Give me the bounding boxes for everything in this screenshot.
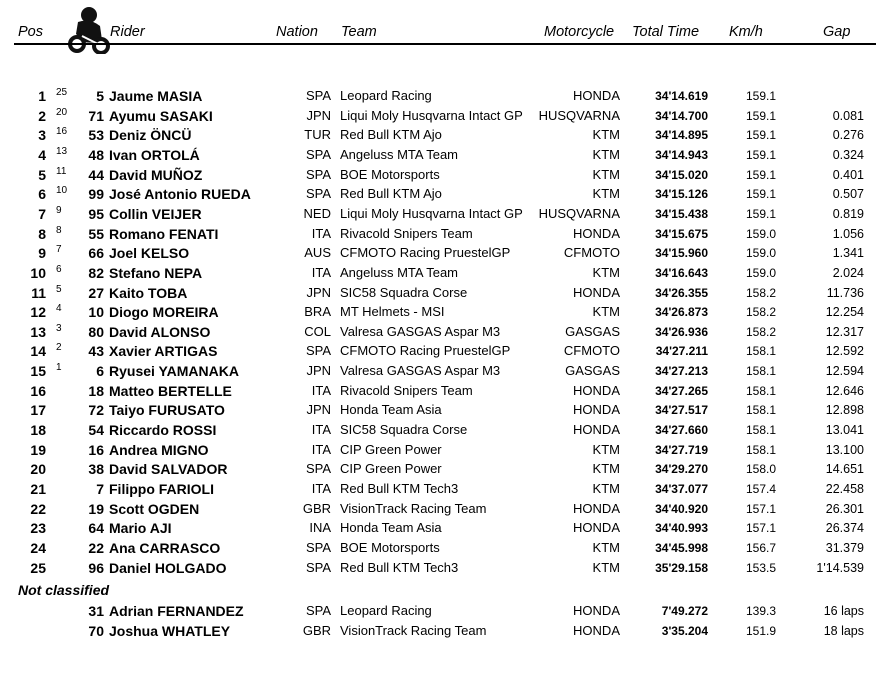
total-time-cell: 34'27.660 [655, 423, 708, 438]
rider-name-cell: Romano FENATI [109, 225, 219, 242]
speed-kmh-cell: 159.1 [746, 108, 777, 123]
total-time-cell: 34'15.960 [655, 246, 708, 261]
gap-cell: 26.301 [825, 501, 864, 516]
team-cell: Rivacold Snipers Team [340, 382, 473, 398]
points-cell: 8 [56, 224, 62, 236]
rider-name-cell: Jaume MASIA [109, 88, 203, 104]
motorcycle-cell: HONDA [573, 284, 620, 300]
position-cell: 1 [38, 88, 46, 104]
gap-cell: 16 laps [823, 604, 864, 618]
header-rider: Rider [110, 24, 145, 40]
gap-cell: 0.401 [832, 167, 864, 182]
points-cell: 4 [56, 303, 62, 315]
motorcycle-cell: HUSQVARNA [538, 107, 620, 123]
team-cell: Red Bull KTM Ajo [340, 186, 442, 202]
nation-cell: JPN [306, 363, 331, 379]
points-cell: 9 [56, 204, 62, 216]
result-row [0, 341, 884, 361]
gap-cell: 0.507 [832, 187, 864, 202]
rider-name-cell: Ayumu SASAKI [109, 107, 213, 124]
motorcycle-cell: HONDA [573, 88, 620, 103]
total-time-cell: 34'27.719 [655, 442, 708, 457]
result-row [0, 558, 884, 578]
result-row [0, 145, 884, 165]
result-row [0, 459, 884, 479]
gap-cell: 18 laps [823, 624, 864, 638]
rider-number-cell: 53 [88, 127, 104, 144]
nation-cell: SPA [305, 539, 331, 555]
result-row [0, 400, 884, 420]
rider-name-cell: Stefano NEPA [109, 264, 203, 281]
position-cell: 23 [30, 520, 46, 537]
speed-kmh-cell: 158.2 [746, 324, 777, 339]
gap-cell: 14.651 [825, 462, 864, 477]
team-cell: Rivacold Snipers Team [340, 225, 473, 241]
rider-number-cell: 27 [88, 284, 104, 301]
team-cell: Red Bull KTM Ajo [340, 127, 442, 143]
total-time-cell: 35'29.158 [655, 560, 708, 575]
speed-kmh-cell: 159.1 [746, 89, 777, 103]
total-time-cell: 34'45.998 [655, 540, 708, 555]
position-cell: 6 [38, 186, 46, 203]
speed-kmh-cell: 157.4 [746, 482, 777, 496]
motorcycle-cell: HONDA [573, 520, 620, 536]
points-cell: 20 [56, 106, 68, 118]
rider-number-cell: 44 [88, 166, 104, 183]
gap-cell: 12.317 [825, 324, 864, 339]
nation-cell: SPA [305, 166, 331, 182]
header-nation: Nation [276, 24, 318, 40]
rider-name-cell: David ALONSO [109, 323, 211, 340]
total-time-cell: 34'15.126 [655, 187, 708, 202]
nation-cell: SPA [305, 461, 331, 477]
nation-cell: AUS [304, 245, 331, 261]
nation-cell: ITA [311, 422, 331, 438]
points-cell: 1 [56, 362, 62, 374]
result-row [0, 518, 884, 538]
nation-cell: GBR [302, 623, 331, 638]
motorcycle-cell: HONDA [573, 402, 620, 418]
nation-cell: ITA [311, 481, 331, 496]
total-time-cell: 34'14.700 [655, 108, 708, 123]
motorcycle-cell: CFMOTO [563, 245, 620, 261]
rider-number-cell: 80 [88, 323, 104, 340]
rider-number-cell: 22 [88, 539, 104, 556]
rider-number-cell: 66 [88, 245, 104, 262]
total-time-cell: 34'27.265 [655, 383, 708, 398]
points-cell: 5 [56, 283, 62, 295]
motorcycle-rider-icon [68, 6, 112, 54]
position-cell: 12 [30, 304, 46, 321]
position-cell: 11 [31, 284, 46, 301]
position-cell: 19 [30, 441, 46, 458]
gap-cell: 1.341 [832, 246, 864, 261]
gap-cell: 12.898 [825, 403, 864, 418]
team-cell: VisionTrack Racing Team [340, 623, 487, 638]
gap-cell: 11.736 [826, 285, 864, 300]
rider-number-cell: 96 [88, 559, 104, 576]
rider-number-cell: 48 [88, 146, 104, 163]
gap-cell: 2.024 [832, 265, 864, 280]
header-team: Team [341, 24, 377, 40]
rider-name-cell: Ivan ORTOLÁ [109, 146, 200, 163]
motorcycle-cell: HONDA [573, 500, 620, 516]
rider-number-cell: 82 [88, 264, 104, 281]
team-cell: Red Bull KTM Tech3 [340, 481, 459, 496]
nation-cell: SPA [305, 186, 331, 202]
result-row [0, 479, 884, 499]
nation-cell: SPA [305, 603, 331, 618]
position-cell: 24 [30, 539, 46, 556]
nation-cell: ITA [311, 264, 331, 280]
nation-cell: SPA [305, 146, 331, 162]
result-row [0, 243, 884, 263]
rider-number-cell: 19 [88, 500, 104, 517]
motorcycle-cell: KTM [592, 166, 620, 182]
nation-cell: ITA [311, 441, 331, 457]
rider-number-cell: 99 [88, 186, 104, 203]
motorcycle-cell: KTM [592, 441, 620, 457]
total-time-cell: 34'37.077 [655, 482, 708, 496]
motorcycle-cell: HONDA [573, 225, 620, 241]
speed-kmh-cell: 158.2 [746, 305, 777, 320]
total-time-cell: 3'35.204 [661, 624, 708, 638]
result-row [0, 420, 884, 440]
rider-name-cell: Ana CARRASCO [109, 539, 221, 556]
motorcycle-cell: KTM [592, 304, 620, 320]
points-cell: 11 [56, 165, 67, 177]
result-row [0, 499, 884, 519]
motorcycle-cell: KTM [592, 559, 620, 575]
nation-cell: BRA [304, 304, 331, 320]
team-cell: SIC58 Squadra Corse [340, 284, 468, 300]
header-divider [14, 43, 876, 45]
team-cell: CFMOTO Racing PruestelGP [340, 343, 511, 359]
motorcycle-cell: HONDA [573, 623, 620, 638]
total-time-cell: 34'26.936 [655, 324, 708, 339]
rider-name-cell: Scott OGDEN [109, 500, 200, 517]
points-cell: 16 [56, 126, 68, 138]
gap-cell: 0.081 [832, 108, 864, 123]
total-time-cell: 34'15.438 [655, 206, 708, 221]
motorcycle-cell: KTM [592, 481, 620, 496]
team-cell: Honda Team Asia [340, 520, 442, 536]
speed-kmh-cell: 159.1 [746, 206, 777, 221]
motorcycle-cell: KTM [592, 539, 620, 555]
motorcycle-cell: KTM [592, 461, 620, 477]
position-cell: 14 [30, 343, 46, 360]
rider-name-cell: Deniz ÖNCÜ [109, 127, 192, 144]
total-time-cell: 34'14.943 [655, 147, 708, 162]
total-time-cell: 34'14.895 [655, 128, 708, 143]
gap-cell: 12.646 [825, 383, 864, 398]
result-row [0, 224, 884, 244]
speed-kmh-cell: 158.1 [746, 383, 777, 398]
points-cell: 2 [56, 342, 62, 354]
rider-name-cell: Filippo FARIOLI [109, 481, 214, 497]
team-cell: Valresa GASGAS Aspar M3 [340, 363, 501, 379]
total-time-cell: 34'40.920 [655, 501, 708, 516]
result-row [0, 106, 884, 126]
header-motorcycle: Motorcycle [544, 24, 615, 40]
result-row [0, 440, 884, 460]
nation-cell: SPA [305, 88, 331, 103]
position-cell: 9 [38, 245, 46, 262]
speed-kmh-cell: 159.1 [746, 167, 777, 182]
gap-cell: 12.594 [825, 364, 864, 379]
rider-number-cell: 7 [96, 481, 104, 497]
gap-cell: 12.592 [825, 344, 864, 359]
speed-kmh-cell: 158.2 [746, 285, 777, 300]
points-cell: 25 [56, 87, 68, 98]
header-pos: Pos [18, 24, 43, 40]
total-time-cell: 34'14.619 [655, 89, 708, 103]
total-time-cell: 34'29.270 [655, 462, 708, 477]
position-cell: 21 [30, 481, 46, 497]
points-cell: 7 [56, 244, 62, 256]
result-row [0, 86, 884, 106]
rider-name-cell: Daniel HOLGADO [109, 559, 227, 576]
rider-number-cell: 5 [96, 88, 104, 104]
speed-kmh-cell: 159.1 [746, 128, 777, 143]
gap-cell: 0.324 [832, 147, 864, 162]
rider-name-cell: Adrian FERNANDEZ [109, 603, 244, 619]
position-cell: 20 [30, 461, 46, 478]
motorcycle-cell: KTM [592, 264, 620, 280]
team-cell: BOE Motorsports [340, 539, 440, 555]
speed-kmh-cell: 151.9 [746, 624, 777, 638]
position-cell: 13 [30, 323, 46, 340]
rider-name-cell: Andrea MIGNO [109, 441, 209, 458]
result-row [0, 538, 884, 558]
points-cell: 10 [56, 185, 68, 197]
result-row [0, 263, 884, 283]
team-cell: Angeluss MTA Team [340, 264, 459, 280]
header-gap: Gap [823, 24, 851, 40]
speed-kmh-cell: 158.1 [746, 442, 777, 457]
speed-kmh-cell: 153.5 [746, 560, 777, 575]
motorcycle-cell: HONDA [573, 382, 620, 398]
total-time-cell: 34'27.213 [655, 364, 708, 379]
rider-number-cell: 18 [88, 382, 104, 399]
speed-kmh-cell: 158.1 [746, 403, 777, 418]
total-time-cell: 34'16.643 [655, 265, 708, 280]
points-cell: 13 [56, 145, 68, 157]
team-cell: Angeluss MTA Team [340, 146, 459, 162]
team-cell: Leopard Racing [340, 603, 432, 618]
speed-kmh-cell: 159.0 [746, 246, 777, 261]
result-row [0, 381, 884, 401]
result-row [0, 322, 884, 342]
motorcycle-cell: HUSQVARNA [538, 205, 620, 221]
rider-number-cell: 54 [88, 422, 104, 439]
motorcycle-cell: HONDA [573, 603, 620, 618]
rider-name-cell: Xavier ARTIGAS [109, 343, 218, 360]
speed-kmh-cell: 159.0 [746, 226, 777, 241]
gap-cell: 22.458 [825, 482, 864, 496]
speed-kmh-cell: 158.1 [746, 344, 777, 359]
rider-number-cell: 71 [88, 107, 104, 124]
nation-cell: JPN [306, 107, 331, 123]
speed-kmh-cell: 157.1 [746, 501, 777, 516]
rider-number-cell: 6 [96, 363, 104, 380]
nation-cell: JPN [306, 284, 331, 300]
rider-number-cell: 72 [88, 402, 104, 419]
total-time-cell: 34'40.993 [655, 521, 708, 536]
total-time-cell: 34'27.211 [655, 344, 708, 359]
position-cell: 25 [30, 559, 46, 576]
rider-name-cell: Joshua WHATLEY [109, 623, 231, 639]
total-time-cell: 34'15.020 [655, 167, 708, 182]
gap-cell: 12.254 [825, 305, 864, 320]
position-cell: 16 [30, 382, 46, 399]
gap-cell: 1'14.539 [816, 560, 864, 575]
position-cell: 22 [30, 500, 46, 517]
rider-name-cell: Taiyo FURUSATO [109, 402, 225, 419]
rider-name-cell: José Antonio RUEDA [109, 186, 251, 203]
motorcycle-cell: CFMOTO [563, 343, 620, 359]
result-row [0, 361, 884, 381]
rider-number-cell: 31 [88, 603, 104, 619]
position-cell: 7 [38, 205, 46, 222]
position-cell: 8 [38, 225, 46, 242]
speed-kmh-cell: 139.3 [746, 604, 777, 618]
result-row [0, 125, 884, 145]
nation-cell: INA [309, 520, 331, 536]
total-time-cell: 34'26.873 [655, 305, 708, 320]
position-cell: 17 [30, 402, 46, 419]
speed-kmh-cell: 159.1 [746, 187, 777, 202]
nation-cell: NED [303, 205, 331, 221]
nation-cell: JPN [306, 402, 331, 418]
position-cell: 4 [38, 146, 46, 163]
rider-number-cell: 16 [88, 441, 104, 458]
gap-cell: 26.374 [825, 521, 864, 536]
gap-cell: 13.041 [825, 423, 864, 438]
speed-kmh-cell: 158.0 [746, 462, 777, 477]
result-row [0, 621, 884, 641]
rider-number-cell: 70 [88, 623, 104, 639]
nation-cell: TUR [304, 127, 331, 143]
rider-number-cell: 95 [88, 205, 104, 222]
gap-cell: 1.056 [832, 226, 864, 241]
position-cell: 10 [30, 264, 46, 281]
result-row [0, 302, 884, 322]
team-cell: Honda Team Asia [340, 402, 442, 418]
total-time-cell: 34'15.675 [655, 226, 708, 241]
not-classified-heading: Not classified [18, 582, 110, 598]
position-cell: 2 [38, 107, 46, 124]
rider-number-cell: 64 [88, 520, 104, 537]
rider-number-cell: 38 [88, 461, 104, 478]
speed-kmh-cell: 156.7 [746, 540, 777, 555]
rider-name-cell: Collin VEIJER [109, 205, 202, 222]
rider-name-cell: Joel KELSO [109, 245, 190, 262]
header-total-time: Total Time [632, 24, 700, 40]
motorcycle-cell: GASGAS [565, 323, 620, 339]
speed-kmh-cell: 159.1 [746, 147, 777, 162]
speed-kmh-cell: 158.1 [746, 364, 777, 379]
team-cell: BOE Motorsports [340, 166, 440, 182]
team-cell: Valresa GASGAS Aspar M3 [340, 323, 501, 339]
result-row [0, 165, 884, 185]
rider-name-cell: David SALVADOR [109, 461, 228, 478]
position-cell: 3 [38, 127, 46, 144]
team-cell: Red Bull KTM Tech3 [340, 559, 459, 575]
team-cell: Liqui Moly Husqvarna Intact GP [340, 205, 523, 221]
result-row [0, 204, 884, 224]
rider-number-cell: 43 [88, 343, 104, 360]
points-cell: 3 [56, 322, 62, 334]
rider-number-cell: 10 [88, 304, 104, 321]
rider-name-cell: Riccardo ROSSI [109, 422, 217, 439]
points-cell: 6 [56, 263, 62, 275]
rider-name-cell: David MUÑOZ [109, 166, 203, 183]
team-cell: Liqui Moly Husqvarna Intact GP [340, 107, 523, 123]
total-time-cell: 34'26.355 [655, 285, 708, 300]
rider-number-cell: 55 [88, 225, 104, 242]
rider-name-cell: Kaito TOBA [109, 284, 188, 301]
position-cell: 15 [30, 363, 46, 380]
gap-cell: 31.379 [825, 540, 864, 555]
speed-kmh-cell: 157.1 [746, 521, 777, 536]
rider-name-cell: Matteo BERTELLE [109, 382, 232, 399]
nation-cell: ITA [311, 382, 331, 398]
motorcycle-cell: KTM [592, 127, 620, 143]
position-cell: 18 [30, 422, 46, 439]
rider-name-cell: Ryusei YAMANAKA [109, 363, 239, 380]
team-cell: CIP Green Power [340, 461, 442, 477]
team-cell: CIP Green Power [340, 441, 442, 457]
motorcycle-cell: HONDA [573, 422, 620, 438]
result-row [0, 283, 884, 303]
nation-cell: COL [304, 323, 331, 339]
nation-cell: GBR [302, 500, 331, 516]
nation-cell: ITA [311, 225, 331, 241]
rider-name-cell: Mario AJI [109, 520, 172, 537]
gap-cell: 0.819 [832, 206, 864, 221]
position-cell: 5 [38, 166, 46, 183]
gap-cell: 13.100 [825, 442, 864, 457]
team-cell: Leopard Racing [340, 88, 432, 103]
result-row [0, 601, 884, 621]
total-time-cell: 34'27.517 [655, 403, 708, 418]
team-cell: VisionTrack Racing Team [340, 500, 487, 516]
motorcycle-cell: GASGAS [565, 363, 620, 379]
nation-cell: SPA [305, 559, 331, 575]
result-row [0, 184, 884, 204]
team-cell: CFMOTO Racing PruestelGP [340, 245, 511, 261]
nation-cell: SPA [305, 343, 331, 359]
motorcycle-cell: KTM [592, 186, 620, 202]
team-cell: SIC58 Squadra Corse [340, 422, 468, 438]
total-time-cell: 7'49.272 [661, 604, 708, 618]
speed-kmh-cell: 158.1 [746, 423, 777, 438]
gap-cell: 0.276 [832, 128, 864, 143]
speed-kmh-cell: 159.0 [746, 265, 777, 280]
header-kmh: Km/h [729, 24, 763, 40]
team-cell: MT Helmets - MSI [340, 304, 445, 320]
motorcycle-cell: KTM [592, 146, 620, 162]
rider-name-cell: Diogo MOREIRA [109, 304, 219, 321]
